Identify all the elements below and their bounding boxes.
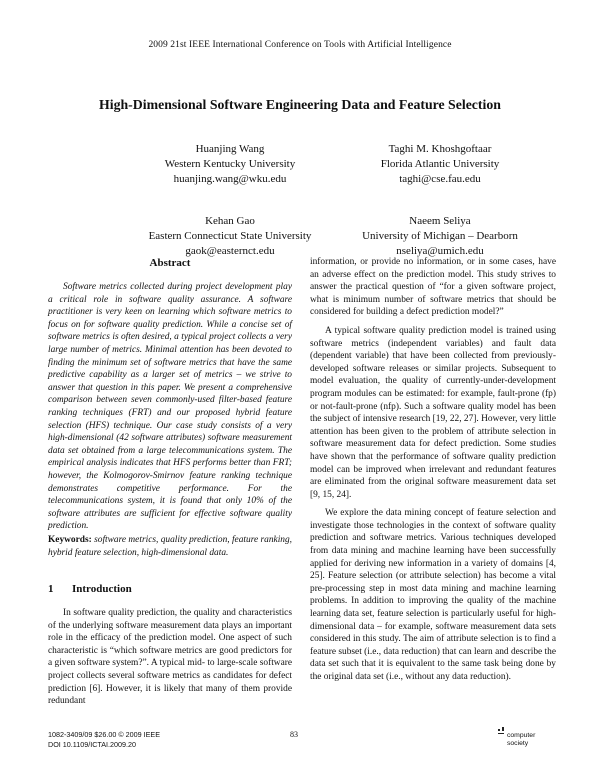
author-email: taghi@cse.fau.edu	[399, 173, 481, 185]
author-block-1	[120, 142, 340, 187]
section-heading	[48, 583, 132, 595]
paragraph: information, or provide no information, or in some cases, have an adverse effect on the prediction model. This study strives to answer the practical question of “for a given software project, what is minimum number of software metrics that should be considered for building a defect prediction model?”	[310, 257, 556, 318]
author-block-4	[330, 214, 550, 259]
paragraph: A typical software quality prediction model is trained using software metrics (independent variables) and fault data (dependent variable) that have been collected from previously-developed software releases or similar projects. Subsequent to model evaluation, the quality of currently-under-development program modules can be estimated: for example, fault-prone (fp) or not-fault-prone (nfp). Such a software quality model has been the subject of intensive research [19, 22, 27]. However, very little attention has been given to the problem of attribute selection in software measurement data for defect prediction. Some studies have shown that the performance of software quality prediction model can be improved when irrelevant and redundant features are eliminated from the original software measurement data set [9, 15, 24].	[310, 325, 556, 500]
logo-text-computer: computer	[507, 732, 536, 739]
author-name: Kehan Gao	[205, 215, 255, 227]
keywords-text: software metrics, quality prediction, feature ranking, hybrid feature selection, high-dimensional data.	[48, 535, 293, 558]
author-affiliation: University of Michigan – Dearborn	[362, 230, 518, 242]
abstract-body	[48, 281, 292, 533]
logo-mark-icon	[497, 726, 507, 748]
author-email: gaok@easternct.edu	[185, 245, 275, 257]
conference-header: 2009 21st IEEE International Conference on Tools with Artificial Intelligence	[148, 40, 452, 50]
abstract-heading: Abstract	[149, 257, 191, 269]
author-email: huanjing.wang@wku.edu	[173, 173, 287, 185]
paragraph: We explore the data mining concept of feature selection and investigate those technologies in the context of software quality prediction and software metrics. Various techniques developed from data mining and machine learning have been successfully applied for deriving new information in a variety of domains [4, 25]. Feature selection (or attribute selection) has become a vital pre-processing step in most data mining and machine learning problems. In addition to improving the quality of the machine learning data set, feature selection is particularly useful for high-dimensional data – for example, software measurement data sets considered in this study. The aim of attribute selection is to find a feature subset (i.e., data reduction) that can learn and describe the data set such that it is equivalent to the same task being done by the original data set (i.e., without any data reduction).	[310, 508, 556, 682]
computer-society-logo	[497, 726, 557, 756]
author-name: Taghi M. Khoshgoftaar	[388, 143, 492, 155]
author-affiliation: Eastern Connecticut State University	[148, 230, 312, 242]
author-affiliation: Florida Atlantic University	[380, 158, 500, 170]
abstract-text: Software metrics collected during project development play a critical role in software quality assurance. A software practitioner is very keen on learning which software metrics to focus on for software quality prediction. While a concise set of software metrics is often desired, a typical project collects a very large number of metrics. Minimal attention has been devoted to finding the minimum set of software metrics that have the same predictive capability as a larger set of metrics – we strive to answer that question in this paper. We present a comprehensive comparison between seven commonly-used filter-based feature ranking techniques (FRT) and our proposed hybrid feature selection (HFS) technique. Our case study consists of a very high-dimensional (42 software attributes) software measurement data set obtained from a large telecommunications system. The empirical analysis indicates that HFS performs better than FRT; however, the Kolmogorov-Smirnov feature ranking technique demonstrates competitive performance. For the telecommunications system, it is found that only 10% of the software attributes are sufficient for effective software quality prediction.	[48, 282, 292, 532]
right-column-body	[310, 256, 556, 690]
page-number: 83	[290, 730, 298, 739]
keywords	[48, 534, 292, 559]
author-name: Huanjing Wang	[195, 143, 265, 155]
footer-publication-info	[48, 730, 160, 750]
introduction-body	[48, 607, 292, 708]
paragraph: In software quality prediction, the quality and characteristics of the underlying software measurement data plays an important role in the efficacy of the prediction model. One aspect of such characteristic is “which software metrics are good predictors for a given software system?”. A typical mid- to large-scale software project collects several software metrics as candidates for defect prediction [6]. However, it is likely that many of them provide redundant	[48, 608, 293, 707]
footer-doi: DOI 10.1109/ICTAI.2009.20	[48, 740, 137, 749]
paper-title: High-Dimensional Software Engineering Data and Feature Selection	[99, 97, 501, 112]
footer-issn: 1082-3409/09 $26.00 © 2009 IEEE	[48, 730, 160, 739]
author-block-2	[330, 142, 550, 187]
author-name: Naeem Seliya	[409, 215, 471, 227]
author-block-3	[120, 214, 340, 259]
section-number: 1	[48, 583, 54, 595]
author-email: nseliya@umich.edu	[396, 245, 484, 257]
author-affiliation: Western Kentucky University	[164, 158, 296, 170]
section-title: Introduction	[72, 583, 132, 595]
logo-text-society: society	[507, 740, 529, 747]
keywords-label: Keywords:	[48, 535, 92, 545]
